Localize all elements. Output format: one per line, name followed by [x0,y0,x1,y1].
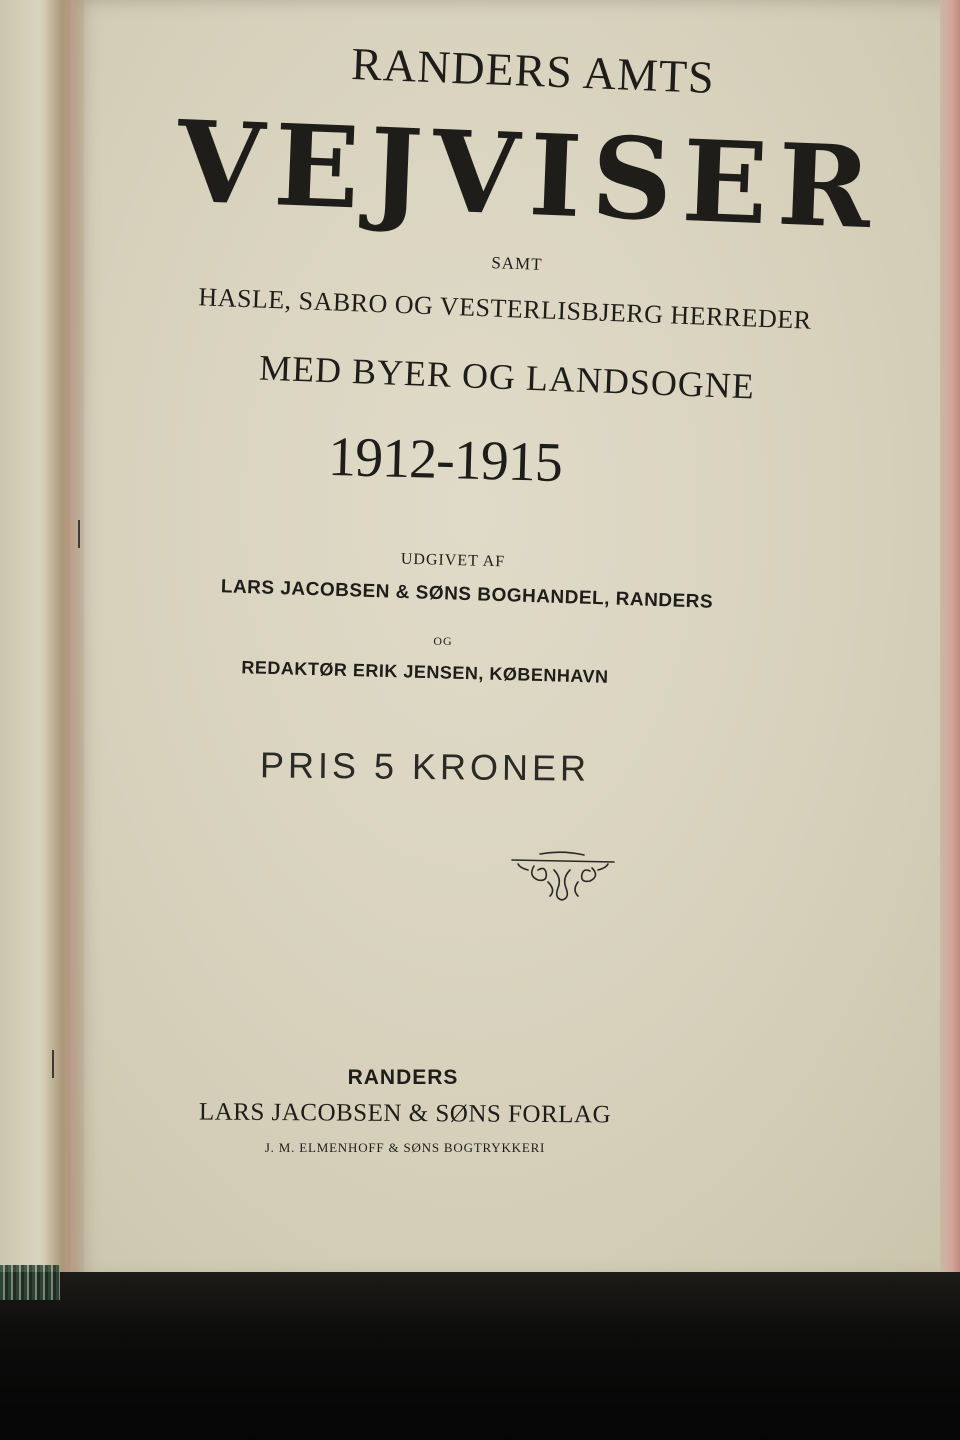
book-cover-edge [0,1265,60,1300]
subtitle: MED BYER OG LANDSOGNE [258,347,756,407]
dark-background [0,1272,960,1440]
main-title: VEJVISER [174,96,884,255]
conjunction-og: OG [433,634,453,648]
districts-line: HASLE, SABRO OG VESTERLISBJERG HERREDER [197,282,813,335]
title-text-block [70,0,960,1280]
heading-county: RANDERS AMTS [350,38,716,103]
edition-years: 1912-1915 [327,425,563,495]
imprint-printer: J. M. ELMENHOFF & SØNS BOGTRYKKERI [264,1140,546,1155]
published-by-label: UDGIVET AF [400,550,506,571]
editor-line: REDAKTØR ERIK JENSEN, KØBENHAVN [241,657,609,687]
price-line: PRIS 5 KRONER [259,744,591,789]
conjunction-samt: SAMT [491,253,543,274]
ornament-icon [510,848,616,906]
imprint-city: RANDERS [347,1066,459,1089]
imprint-publisher: LARS JACOBSEN & SØNS FORLAG [198,1098,612,1129]
publisher-line: LARS JACOBSEN & SØNS BOGHANDEL, RANDERS [220,576,714,613]
